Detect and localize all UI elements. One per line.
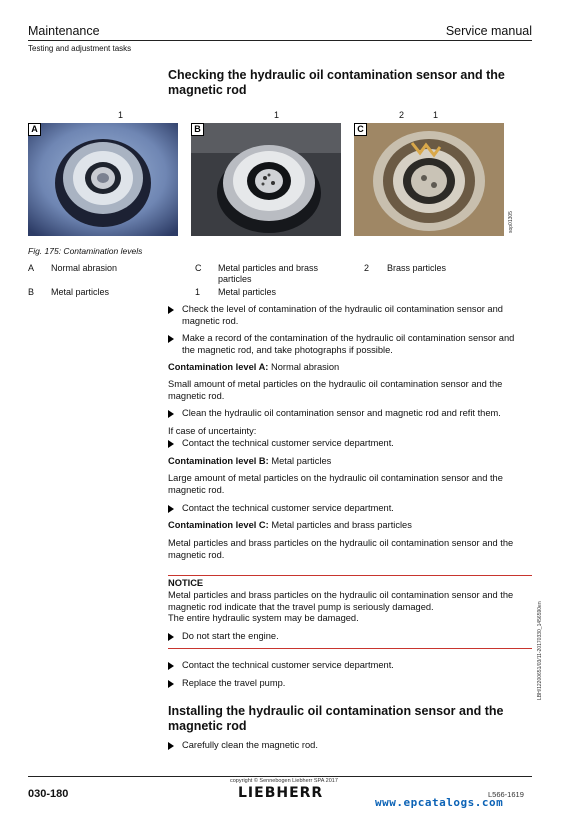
step-clean-refit	[168, 408, 532, 420]
arrow-bullet-icon	[168, 680, 174, 688]
arrow-bullet-icon	[168, 410, 174, 418]
legend-key-b: B	[28, 287, 35, 297]
step-text: Contact the technical customer service department.	[182, 503, 394, 513]
legend-key-1: 1	[195, 287, 201, 297]
arrow-bullet-icon	[168, 633, 174, 641]
copyright: copyright © Sennebogen Liebherr SPA 2017	[230, 778, 338, 784]
model-code: L566-1619	[488, 790, 524, 799]
photo-a-image	[28, 123, 178, 236]
legend-text-c: Metal particles and brass particles	[218, 263, 319, 284]
photo-c-image	[354, 123, 504, 236]
arrow-bullet-icon	[168, 742, 174, 750]
level-c-heading-value: Metal particles and brass particles	[271, 520, 412, 530]
photo-c-callout-1: 1	[433, 110, 439, 120]
step-replace-pump	[168, 678, 528, 690]
level-a-heading	[168, 362, 528, 374]
photo-a-label: A	[28, 123, 41, 136]
photo-c-label: C	[354, 123, 367, 136]
step-text: Replace the travel pump.	[182, 678, 286, 688]
liebherr-logo: LIEBHERR	[238, 785, 324, 801]
photo-b-label: B	[191, 123, 204, 136]
arrow-bullet-icon	[168, 440, 174, 448]
legend-key-2: 2	[364, 263, 370, 273]
notice-top-rule	[168, 575, 532, 576]
uncertainty-text: If case of uncertainty:	[168, 426, 257, 436]
step-contact-service-c	[168, 660, 528, 672]
step-clean-rod	[168, 740, 528, 752]
photo-a-callout-1: 1	[118, 110, 124, 120]
page-number: 030-180	[28, 788, 69, 800]
notice-text: Metal particles and brass particles on the hydraulic oil contamination sensor and the magnetic rod indicate that the travel pump is seriously damaged.	[168, 590, 514, 612]
step-text: Contact the technical customer service department.	[182, 438, 394, 448]
level-b-heading	[168, 456, 528, 468]
arrow-bullet-icon	[168, 662, 174, 670]
legend-key-c: C	[195, 263, 202, 273]
header-section: Maintenance	[28, 24, 100, 38]
level-b-text: Large amount of metal particles on the hydraulic oil contamination sensor and the magnetic rod.	[168, 473, 503, 495]
step-text: Make a record of the contamination of the hydraulic oil contamination sensor and the magnetic rod, and take photographs if possible.	[182, 333, 515, 355]
arrow-bullet-icon	[168, 505, 174, 513]
step-check-level	[168, 304, 528, 327]
step-text: Contact the technical customer service department.	[182, 660, 394, 670]
footer-rule	[28, 776, 532, 777]
section-title-checking: Checking the hydraulic oil contamination sensor and the magnetic rod	[168, 68, 505, 97]
step-contact-service-b	[168, 503, 528, 515]
header-manual: Service manual	[445, 24, 532, 38]
photo-b	[191, 123, 341, 236]
level-c-heading	[168, 520, 528, 532]
header-rule	[28, 40, 532, 41]
figure-caption: Fig. 175: Contamination levels	[28, 246, 143, 256]
step-text: Clean the hydraulic oil contamination sensor and magnetic rod and refit them.	[182, 408, 501, 418]
step-contact-service-a	[168, 438, 528, 450]
photo-b-callout-1: 1	[274, 110, 280, 120]
step-do-not-start	[168, 631, 528, 643]
legend-text-1: Metal particles	[218, 287, 277, 297]
level-a-heading-value: Normal abrasion	[270, 362, 340, 372]
arrow-bullet-icon	[168, 306, 174, 314]
legend-text-b: Metal particles	[51, 287, 110, 297]
level-c-heading-label: Contamination level C:	[168, 520, 269, 530]
side-doc-code: LBH/12200651/03/11-20170330_1456590en	[537, 601, 543, 700]
level-b-heading-value: Metal particles	[271, 456, 332, 466]
level-a-text: Small amount of metal particles on the hydraulic oil contamination sensor and the magnetic rod.	[168, 379, 503, 401]
legend-key-a: A	[28, 263, 35, 273]
photo-b-image	[191, 123, 341, 236]
level-c-text: Metal particles and brass particles on the hydraulic oil contamination sensor and the magnetic rod.	[168, 538, 514, 560]
photo-c-callout-2: 2	[399, 110, 405, 120]
step-text: Check the level of contamination of the hydraulic oil contamination sensor and magnetic rod.	[182, 304, 503, 326]
notice-title: NOTICE	[168, 578, 204, 588]
legend-text-2: Brass particles	[387, 263, 447, 273]
photo-c	[354, 123, 504, 236]
step-text: Do not start the engine.	[182, 631, 279, 641]
level-a-heading-label: Contamination level A:	[168, 362, 269, 372]
photo-a	[28, 123, 178, 236]
notice-text-2: The entire hydraulic system may be damaged.	[168, 613, 359, 623]
step-record	[168, 333, 528, 356]
figure-side-code: sop01305	[508, 211, 514, 233]
notice-bottom-rule	[168, 648, 532, 649]
step-text: Carefully clean the magnetic rod.	[182, 740, 318, 750]
arrow-bullet-icon	[168, 335, 174, 343]
section-title-installing: Installing the hydraulic oil contamination sensor and the magnetic rod	[168, 704, 504, 733]
legend-text-a: Normal abrasion	[51, 263, 118, 273]
header-subsection: Testing and adjustment tasks	[28, 44, 132, 53]
level-b-heading-label: Contamination level B:	[168, 456, 269, 466]
watermark: www.epcatalogs.com	[375, 796, 504, 809]
